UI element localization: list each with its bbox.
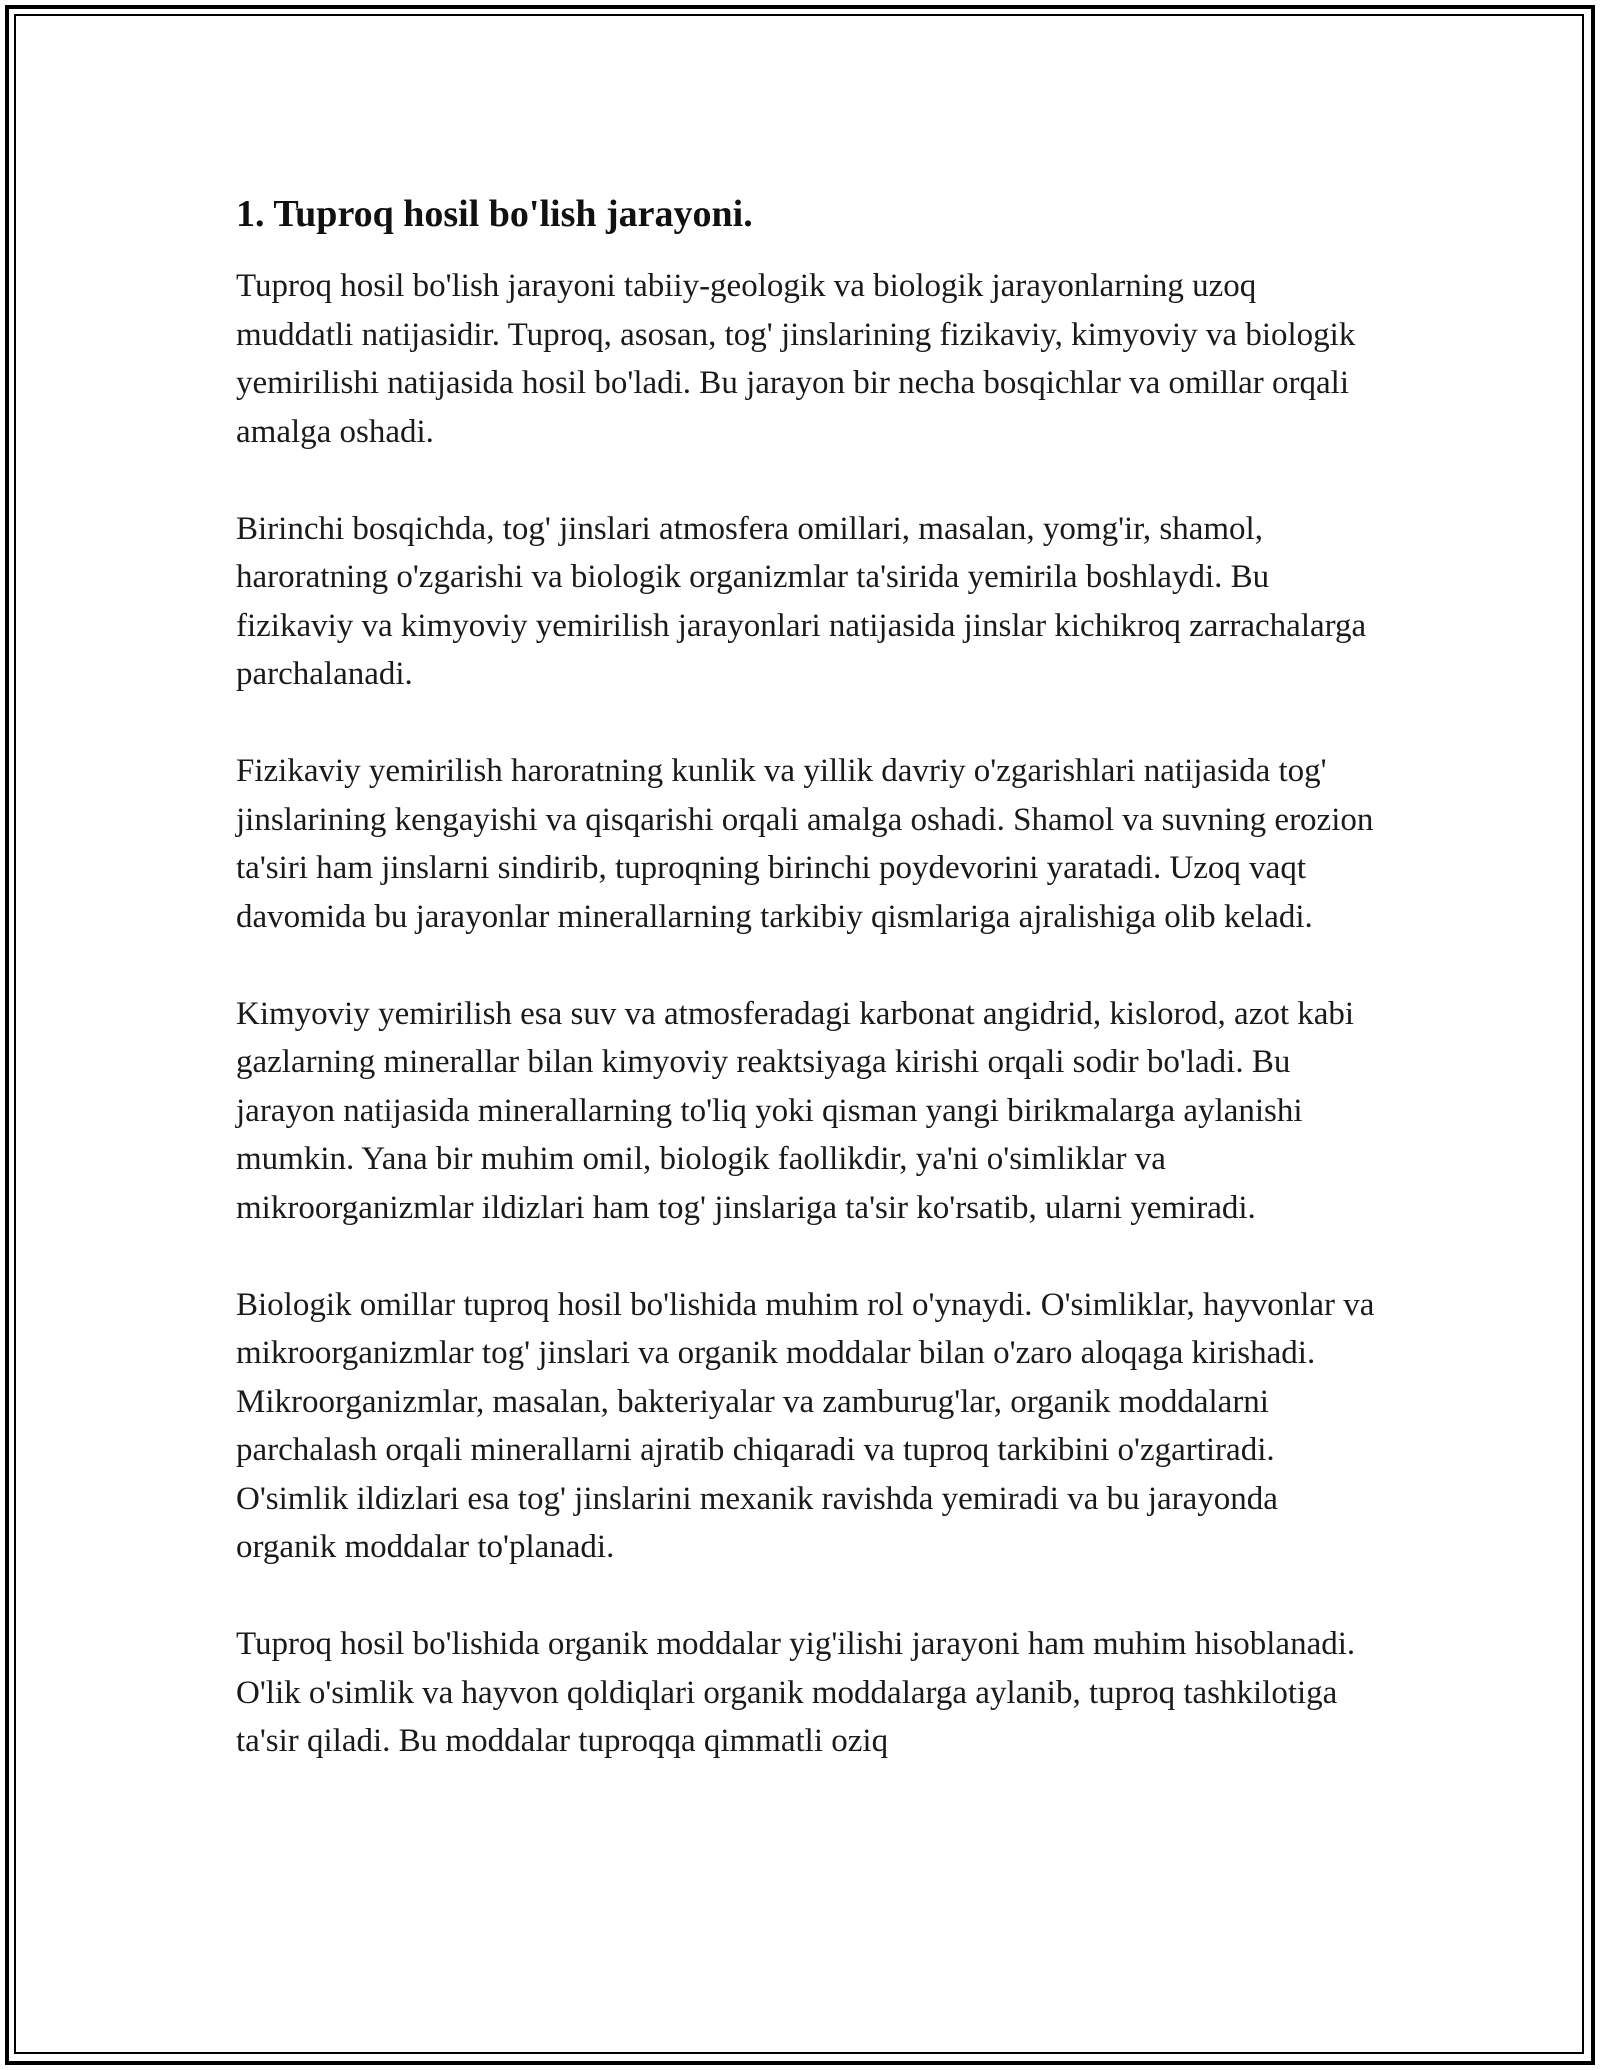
paragraph-5: Biologik omillar tuproq hosil bo'lishida muhim rol o'ynaydi. O'simliklar, hayvonlar va mikroorganizmlar tog' jinslari va organik moddalar bilan o'zaro aloqaga kirishadi. Mikroorganizmlar, masalan, bakteriyalar va zamburug'lar, organik moddalarni parchalash orqali minerallarni ajratib chiqaradi va tuproq tarkibini o'zgartiradi. O'simlik ildizlari esa tog' jinslarini mexanik ravishda yemiradi va bu jarayonda organik moddalar to'planadi. [236, 1286, 1375, 1565]
paragraph-1: Tuproq hosil bo'lish jarayoni tabiiy-geologik va biologik jarayonlarning uzoq muddatli natijasidir. Tuproq, asosan, tog' jinslarining fizikaviy, kimyoviy va biologik yemirilishi natijasida hosil bo'ladi. Bu jarayon bir necha bosqichlar va omillar orqali amalga oshadi. [236, 268, 1356, 450]
paragraph-6: Tuproq hosil bo'lishida organik moddalar yig'ilishi jarayoni ham muhim hisoblanadi. O'lik o'simlik va hayvon qoldiqlari organik moddalarga aylanib, tuproq tashkilotiga ta'sir qiladi. Bu moddalar tuproqqa qimmatli oziq [236, 1626, 1356, 1759]
paragraph-4: Kimyoviy yemirilish esa suv va atmosferadagi karbonat angidrid, kislorod, azot kabi gazlarning minerallar bilan kimyoviy reaktsiyaga kirishi orqali sodir bo'ladi. Bu jarayon natijasida minerallarning to'liq yoki qisman yangi birikmalarga aylanishi mumkin. Yana bir muhim omil, biologik faollikdir, ya'ni o'simliklar va mikroorganizmlar ildizlari ham tog' jinslariga ta'sir ko'rsatib, ularni yemiradi. [236, 995, 1355, 1226]
paragraph-2: Birinchi bosqichda, tog' jinslari atmosfera omillari, masalan, yomg'ir, shamol, haroratning o'zgarishi va biologik organizmlar ta'sirida yemirila boshlaydi. Bu fizikaviy va kimyoviy yemirilish jarayonlari natijasida jinslar kichikroq zarrachalarga parchalanadi. [236, 510, 1367, 692]
paragraph-3: Fizikaviy yemirilish haroratning kunlik va yillik davriy o'zgarishlari natijasida tog' jinslarining kengayishi va qisqarishi orqali amalga oshadi. Shamol va suvning erozion ta'siri ham jinslarni sindirib, tuproqning birinchi poydevorini yaratadi. Uzoq vaqt davomida bu jarayonlar minerallarning tarkibiy qismlariga ajralishiga olib keladi. [236, 753, 1374, 935]
document-page [236, 190, 1376, 1766]
section-heading: 1. Tuproq hosil bo'lish jarayoni. [236, 193, 753, 235]
